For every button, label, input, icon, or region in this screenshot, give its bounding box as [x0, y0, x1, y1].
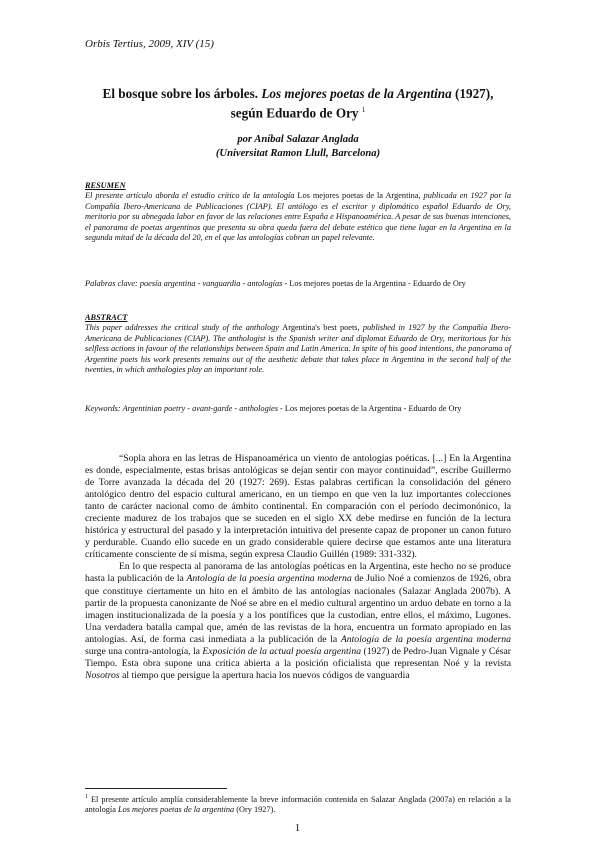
footnote-divider	[85, 788, 227, 789]
title-part1: El bosque sobre los árboles.	[102, 86, 262, 101]
body-paragraph-1: “Sopla ahora en las letras de Hispanoamérica un viento de antologías poéticas. [...] En la Argentina es donde, especialmente, estas brisas antológicas se dejan sentir con mayor continuidad”, escribe Guillermo de Torre avanzada la década del 20 (1927: 269). Estas palabras certifican la consolidación del género antológico dentro del espacio cultural americano, en un tiempo en que ven la luz importantes colecciones tanto de carácter nacional como de ámbito continental. En comparación con el período decimonónico, la creciente madurez de los trabajos que se suceden en el siglo XX debe medirse en función de la lectura histórica y estructural del pasado y la interpretación intuitiva del presente capaz de proponer un canon futuro y perdurable. Cuando ello sucede en un grado considerable quiere decirse que estamos ante una literatura críticamente consciente de sí misma, según expresa Claudio Guillén (1989: 331-332).	[85, 453, 511, 561]
page-number: 1	[294, 822, 301, 834]
title-line2: según Eduardo de Ory	[230, 105, 362, 121]
resumen-book-title: Los mejores poetas de la Argentina	[297, 191, 419, 201]
p2-title-3: Exposición de la actual poesía argentina	[202, 645, 362, 657]
author-affiliation: (Universitat Ramon Llull, Barcelona)	[215, 148, 381, 159]
p2-title-4: Nosotros	[85, 669, 120, 681]
byline	[85, 133, 511, 161]
palabras-clave-label: Palabras clave: poesía argentina - vanguardia - antologías -	[85, 279, 290, 288]
palabras-clave-value: Los mejores poetas de la Argentina - Eduardo de Ory	[289, 279, 466, 288]
p2-text-a: En lo que respecta al panorama de las antologías poéticas en la Argentina, este hecho no se produce hasta la publicación de la	[85, 561, 511, 585]
resumen-text-b: , publicada en 1927 por la Compañía Ibero-Americana de Publicaciones (CIAP). El antólogo es el escritor y diplomático español Eduardo de Ory, meritorio por su abnegada labor en favor de las relaciones entre España e Hispanoamérica. A pesar de sus buenas intenciones, el panorama de poetas argentinos que presenta su obra queda fuera del debate estético que tiene lugar en la Argentina en la segunda mitad de la década del 20, en el que las antologías cobran un papel relevante.	[85, 191, 511, 243]
keywords-label: Keywords: Argentinian poetry - avant-garde - anthologies -	[85, 404, 285, 413]
article-title	[85, 86, 511, 121]
footnote-mark: 1	[85, 794, 88, 800]
p2-text-c: surge una contra-antología, la	[85, 645, 203, 657]
body-paragraph-2	[85, 561, 511, 681]
footnote-book-title: Los mejores poetas de la argentina	[117, 805, 235, 815]
title-footnote-mark[interactable]: 1	[361, 106, 366, 114]
p2-text-b: de Julio Noé a comienzos de 1926, obra que constituye ciertamente un hito en el ámbito de las antologías nacionales (Salazar Anglada 2007b). A partir de la propuesta canonizante de Noé se abre en el medio cultural argentino un arduo debate en torno a la imagen institucionalizada de la poesía y a los pontífices que la custodian, entre ellos, el máximo, Lugones. Una verdadera batalla campal que, amén de las revistas de la hora, encuentra un formato apropiado en las antologías. Así, de forma casi inmediata a la publicación de la	[85, 573, 511, 645]
abstract-text	[85, 323, 511, 375]
body-text	[85, 453, 511, 682]
footnote-text-a: El presente artículo amplía considerablemente la breve información contenida en Salazar Anglada (2007a) en relación a la antología	[85, 794, 511, 815]
p2-title-1: Antología de la poesía argentina moderna	[186, 573, 352, 585]
footnote-text-b: (Ory 1927).	[234, 805, 276, 815]
keywords	[85, 404, 511, 414]
abstract-heading: ABSTRACT	[85, 313, 128, 322]
running-header: Orbis Tertius, 2009, XIV (15)	[85, 38, 214, 50]
title-book-name: Los mejores poetas de la Argentina	[261, 86, 452, 101]
title-part3: (1927),	[451, 86, 494, 101]
palabras-clave	[85, 279, 511, 289]
resumen-text	[85, 191, 511, 243]
abstract-book-title: Argentina's best poets	[282, 323, 358, 333]
p2-title-2: Antología de la poesía argentina moderna	[340, 633, 511, 645]
abstract-section	[85, 313, 511, 375]
author-name: por Aníbal Salazar Anglada	[237, 134, 359, 145]
abstract-text-a: This paper addresses the critical study of the anthology	[85, 323, 283, 333]
abstract-text-b: , published in 1927 by the Compañía Ibero-Americana de Publicaciones (CIAP). The anthologist is the Spanish writer and diplomat Eduardo de Ory, meritorious for his selfless actions in favour of the relationships between Spain and Latin America. In spite of his good intentions, the panorama of Argentine poets his work presents remains out of the aesthetic debate that takes place in Argentina in the second half of the twenties, in which anthologies play an important role.	[85, 323, 511, 375]
keywords-value: Los mejores poetas de la Argentina - Eduardo de Ory	[284, 404, 462, 413]
resumen-text-a: El presente artículo aborda el estudio crítico de la antología	[85, 191, 298, 201]
resumen-heading: RESUMEN	[85, 181, 126, 190]
resumen-section	[85, 181, 511, 243]
p2-text-d: (1927) de Pedro-Juan Vignale y César Tiempo. Esta obra supone una crítica abierta a la posición oficialista que representan Noé y la revista	[85, 645, 511, 669]
p2-text-e: al tiempo que persigue la apertura hacia los nuevos códigos de vanguardia	[119, 669, 410, 681]
footnote-1	[85, 792, 511, 816]
